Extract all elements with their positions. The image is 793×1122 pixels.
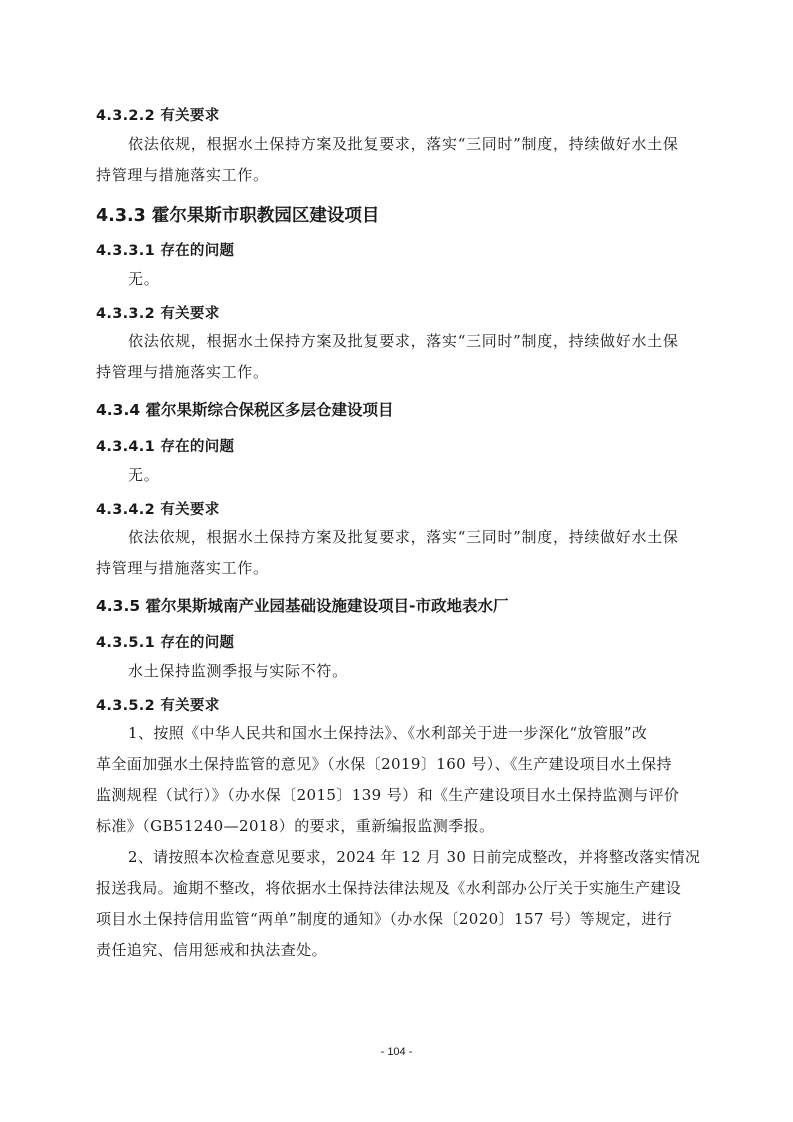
page-number: - 104 - — [380, 1046, 413, 1058]
body-line: 报送我局。逾期不整改，将依据水土保持法律法规及《水利部办公厅关于实施生产建设 — [96, 879, 682, 897]
body-line: 持管理与措施落实工作。 — [96, 559, 269, 577]
body-line: 持管理与措施落实工作。 — [96, 363, 269, 381]
body-line: 持管理与措施落实工作。 — [96, 166, 269, 184]
heading-4-3-5-2: 4.3.5.2 有关要求 — [96, 698, 220, 714]
body-line: 无。 — [128, 466, 160, 484]
body-line: 革全面加强水土保持监管的意见》（水保〔2019〕160 号）、《生产建设项目水土保持 — [96, 755, 672, 773]
heading-4-3-2-2: 4.3.2.2 有关要求 — [96, 108, 220, 124]
body-line: 1、按照《中华人民共和国水土保持法》、《水利部关于进一步深化“放管服”改 — [128, 724, 648, 742]
heading-4-3-3-2: 4.3.3.2 有关要求 — [96, 306, 220, 322]
body-line: 标准》（GB51240—2018）的要求，重新编报监测季报。 — [96, 817, 495, 835]
heading-4-3-5-1: 4.3.5.1 存在的问题 — [96, 635, 235, 651]
heading-4-3-4-1: 4.3.4.1 存在的问题 — [96, 439, 235, 455]
body-line: 2、请按照本次检查意见要求，2024 年 12 月 30 日前完成整改，并将整改落实情况 — [128, 848, 701, 866]
body-line: 监测规程（试行）》（办水保〔2015〕139 号）和《生产建设项目水土保持监测与评价 — [96, 786, 680, 804]
body-line: 依法依规，根据水土保持方案及批复要求，落实“三同时”制度，持续做好水土保 — [128, 528, 679, 546]
body-line: 无。 — [128, 270, 160, 288]
body-line: 依法依规，根据水土保持方案及批复要求，落实“三同时”制度，持续做好水土保 — [128, 135, 679, 153]
heading-4-3-4: 4.3.4 霍尔果斯综合保税区多层仓建设项目 — [96, 401, 394, 419]
heading-4-3-3: 4.3.3 霍尔果斯市职教园区建设项目 — [96, 206, 380, 226]
body-line: 依法依规，根据水土保持方案及批复要求，落实“三同时”制度，持续做好水土保 — [128, 332, 679, 350]
heading-4-3-5: 4.3.5 霍尔果斯城南产业园基础设施建设项目-市政地表水厂 — [96, 597, 509, 615]
body-line: 水土保持监测季报与实际不符。 — [128, 662, 348, 680]
heading-4-3-4-2: 4.3.4.2 有关要求 — [96, 502, 220, 518]
heading-4-3-3-1: 4.3.3.1 存在的问题 — [96, 243, 235, 259]
body-line: 项目水土保持信用监管“两单”制度的通知》（办水保〔2020〕157 号）等规定，进行 — [96, 910, 673, 928]
body-line: 责任追究、信用惩戒和执法查处。 — [96, 941, 328, 959]
